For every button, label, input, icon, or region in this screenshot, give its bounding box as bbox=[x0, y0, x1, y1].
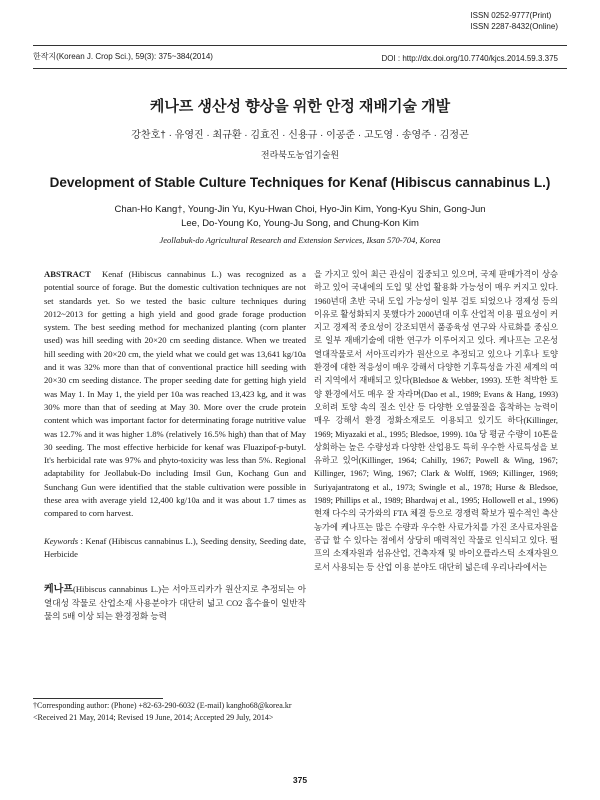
keywords bbox=[44, 535, 306, 562]
left-column bbox=[44, 268, 306, 623]
intro-paragraph-start bbox=[44, 583, 306, 623]
corresponding-author: †Corresponding author: (Phone) +82-63-290-6032 (E-mail) kangho68@korea.kr bbox=[33, 701, 292, 710]
korean-title: 케나프 생산성 향상을 위한 안정 재배기술 개발 bbox=[149, 98, 451, 115]
issn-block bbox=[470, 10, 558, 32]
header-rule-top bbox=[33, 45, 567, 46]
doi-link[interactable]: DOI : http://dx.doi.org/10.7740/kjcs.2014.59.3.375 bbox=[381, 54, 558, 63]
footnote-rule bbox=[33, 698, 163, 699]
issn-print: ISSN 0252-9777(Print) bbox=[470, 11, 552, 20]
abstract-text: Kenaf (Hibiscus cannabinus L.) was recognized as a potential source of forage. But the domestic cultivation techniques are not set standards yet. So we tested the basic culture techniques during 2012~2013 for getting a high yield and good grade forage production system. The best seeding method for mechanized planting (corn planter used) was hill seeding with 20×20 cm seeding distance. When we treated hill seeding with 20×20 cm, the yield what we could get was 13,641 kg/10a and it was 32% more than that of conventional practice hill seeding with 20×30 cm seeding distance. The proper seeding date for getting high yield was May 1. In May 1, the yield per 10a was reached 13,423 kg, and it was 30% more than that of seeding at May 30. More over the crude protein content which was important factor for determinating forage nutritive value was 12.7% and it was higher 1.8% (relatively 16.5% high) than that of May 30 seeding. The most effective herbicide for kenaf was Fluazipof-p-butyl. It's herbicidal rate was 97% and phyto-toxicity was less than 5%. Regional adaptability for Jeollabuk-Do including Imsil Gun, Kochang Gun and Sunchang Gun were identified that the stable cultivation were possible in these area with average yield 12,400 kg/10a and it was about 1.7 times as compared to corn harvest. bbox=[44, 269, 306, 519]
abstract-label: ABSTRACT bbox=[44, 269, 91, 279]
intro-lead-word: 케나프 bbox=[44, 584, 73, 596]
right-column bbox=[314, 268, 558, 574]
english-authors: Chan-Ho Kang†, Young-Jin Yu, Kyu-Hwan Choi, Hyo-Jin Kim, Yong-Kyu Shin, Gong-Jun Lee, Do-Young Ko, Young-Ju Song, and Chung-Kon Kim bbox=[114, 204, 486, 229]
issn-online: ISSN 2287-8432(Online) bbox=[470, 22, 558, 31]
footnote bbox=[33, 700, 292, 724]
english-title: Development of Stable Culture Techniques for Kenaf (Hibiscus cannabinus L.) bbox=[49, 175, 551, 190]
page-number: 375 bbox=[292, 775, 308, 785]
english-affiliation: Jeollabuk-do Agricultural Research and Extension Services, Iksan 570-704, Korea bbox=[159, 235, 441, 245]
intro-text-right: 을 가지고 있어 최근 관심이 집중되고 있으며, 국제 판매가격이 상승하고 있어 국내에의 도입 및 산업 활용화 가능성이 매우 커지고 있다. 1960년대 초반 국내 도입 가능성이 일부 검토 되었으나 경제성 등의 이유로 활성화되지 못했다가 2000년대 이후 산업적 이용 필요성이 커지고 경제적 중요성이 강조되면서 품종육성 연구와 사료화를 중심으로 일부 재배기술에 대한 연구가 이루어지고 있다. 케나프는 고온성 열대작물로서 서아프리카가 원산으로 추정되고 있으나 기후나 토양환경에 대한 적응성이 매우 강해서 다양한 기후특성을 가진 세계의 여러 지역에서 재배되고 있다(Bledsoe & Webber, 1993). 또한 척박한 토양 환경에서도 매우 잘 자라며(Dao et al., 1989; Evans & Hang, 1993) 오히려 토양 속의 질소 인산 등 다양한 오염물질을 흡착하는 능력이 매우 강해서 환경 정화소재로도 이용되고 있기도 하다(Killinger, 1969; Miyazaki et al., 1995; Bledsoe, 1999). 10a 당 평균 수량이 10톤을 상회하는 높은 수량성과 다양한 산업용도 특히 우수한 사료특성을 보유하고 있어(Killinger, 1964; Cahilly, 1967; Powell & Wing, 1967; Killinger, 1967; Wing, 1967; Clark & Wolff, 1969; Killinger, 1969; Suriyajantratong et al., 1973; Swingle et al., 1978; Hurse & Bledsoe, 1989; Phillips et al., 1989; Bhardwaj et al., 1995; Hollowell et al., 1996) 현재 다수의 국가와의 FTA 체결 등으로 경쟁력 확보가 필수적인 축산농가에 케나프는 많은 수량과 우수한 사료가치를 가진 조사료자원을 공급 할 수 있다는 점에서 상당히 매력적인 작물로 인식되고 있다. 펄프의 소재자원과 섬유산업, 건축자재 및 바이오플라스틱 소재자원으로서 사용되는 등 산업 이용 분야도 대단히 넓은데 우리나라에서는 bbox=[314, 270, 558, 572]
keywords-label: Keywords bbox=[44, 535, 79, 546]
korean-authors: 강찬호† · 유영진 · 최규환 · 김효진 · 신용규 · 이공준 · 고도영 · 송영주 · 김정곤 bbox=[131, 130, 469, 141]
received-dates: <Received 21 May, 2014; Revised 19 June, 2014; Accepted 29 July, 2014> bbox=[33, 713, 274, 722]
keywords-text: : Kenaf (Hibiscus cannabinus L.), Seeding density, Seeding date, Herbicide bbox=[44, 535, 306, 559]
intro-text-left: (Hibiscus cannabinus L.)는 서아프리카가 원산지로 추정되는 아열대성 작물로 산업소재 사용분야가 대단히 넓고 CO2 흡수율이 일반작물의 5배 이상 되는 환경정화 능력 bbox=[44, 584, 306, 621]
abstract bbox=[44, 268, 306, 521]
header-rule-bottom bbox=[33, 68, 567, 69]
korean-affiliation: 전라북도농업기술원 bbox=[260, 150, 340, 160]
journal-citation: 한작지(Korean J. Crop Sci.), 59(3): 375~384(2014) bbox=[33, 52, 213, 61]
